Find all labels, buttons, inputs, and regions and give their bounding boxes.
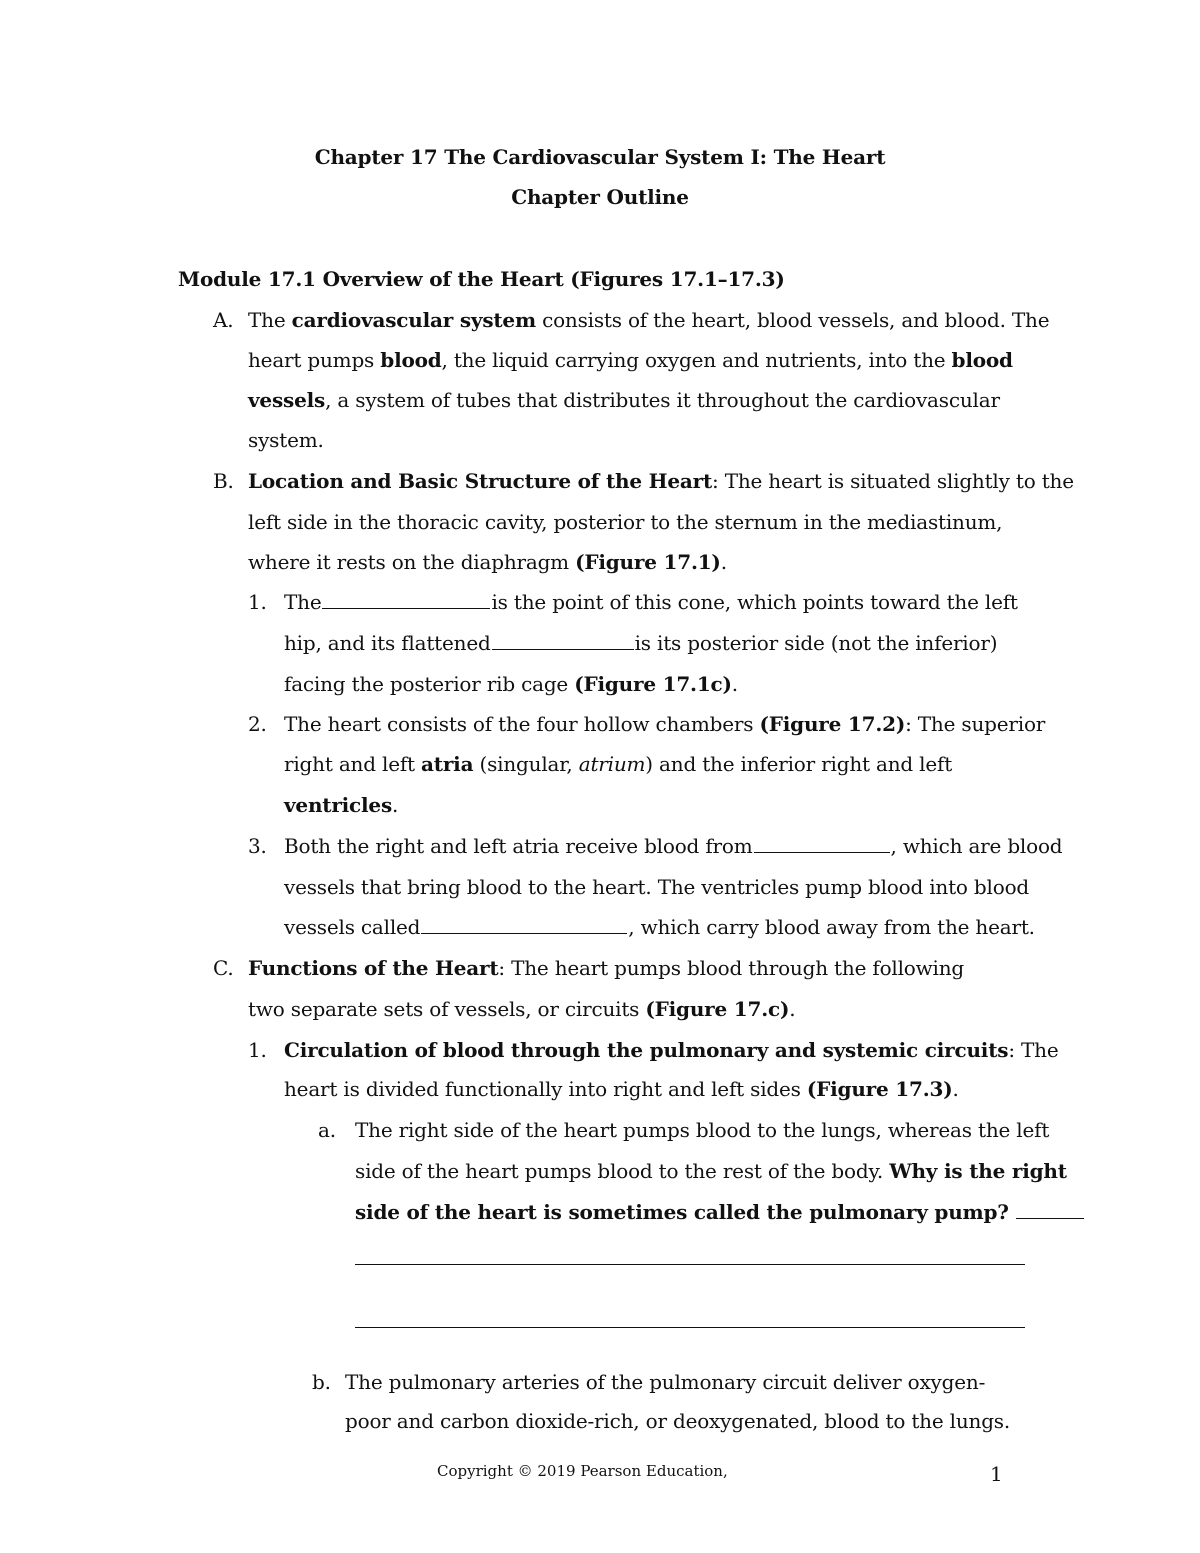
item-c1b-line-1: The pulmonary arteries of the pulmonary circuit deliver oxygen- xyxy=(345,1370,986,1394)
chapter-subtitle: Chapter Outline xyxy=(511,185,689,209)
item-c1a-line-2: side of the heart pumps blood to the rest of the body. Why is the right xyxy=(355,1159,1067,1183)
item-c1-marker: 1. xyxy=(248,1038,267,1062)
chapter-title: Chapter 17 The Cardiovascular System I: The Heart xyxy=(314,145,886,169)
section-c-marker: C. xyxy=(213,956,234,980)
section-a-line-2: heart pumps blood, the liquid carrying oxygen and nutrients, into the blood xyxy=(248,348,1013,372)
item-c1a-line-1: The right side of the heart pumps blood to the lungs, whereas the left xyxy=(355,1118,1050,1142)
item-b2-marker: 2. xyxy=(248,712,267,736)
section-a-line-4: system. xyxy=(248,428,324,452)
fill-in-blank[interactable] xyxy=(322,590,490,609)
item-b2-line-1: The heart consists of the four hollow chambers (Figure 17.2): The superior xyxy=(284,712,1046,736)
answer-line-2[interactable] xyxy=(355,1327,1025,1328)
item-b3-marker: 3. xyxy=(248,834,267,858)
item-b2-line-3: ventricles. xyxy=(284,793,399,817)
answer-blank[interactable] xyxy=(1016,1200,1084,1219)
item-c1a-line-3: side of the heart is sometimes called the pulmonary pump? xyxy=(355,1200,1085,1224)
fill-in-blank[interactable] xyxy=(492,631,634,650)
copyright-footer: Copyright © 2019 Pearson Education, xyxy=(437,1462,728,1480)
section-b-line-2: left side in the thoracic cavity, posterior to the sternum in the mediastinum, xyxy=(248,510,1003,534)
item-b3-line-3: vessels called , which carry blood away from the heart. xyxy=(284,915,1035,939)
section-b-marker: B. xyxy=(213,469,234,493)
section-c-line-2: two separate sets of vessels, or circuits (Figure 17.c). xyxy=(248,997,796,1021)
section-b-line-3: where it rests on the diaphragm (Figure 17.1). xyxy=(248,550,727,574)
item-b3-line-1: Both the right and left atria receive blood from , which are blood xyxy=(284,834,1063,858)
page-number: 1 xyxy=(990,1462,1003,1486)
item-b1-marker: 1. xyxy=(248,590,267,614)
item-c1b-line-2: poor and carbon dioxide-rich, or deoxygenated, blood to the lungs. xyxy=(345,1409,1011,1433)
item-c1-line-1: Circulation of blood through the pulmonary and systemic circuits: The xyxy=(284,1038,1059,1062)
section-b-line-1: Location and Basic Structure of the Heart: The heart is situated slightly to the xyxy=(248,469,1074,493)
item-b3-line-2: vessels that bring blood to the heart. The ventricles pump blood into blood xyxy=(284,875,1030,899)
item-b1-line-3: facing the posterior rib cage (Figure 17.1c). xyxy=(284,672,738,696)
item-b2-line-2: right and left atria (singular, atrium) and the inferior right and left xyxy=(284,752,953,776)
item-b1-line-2: hip, and its flattened is its posterior side (not the inferior) xyxy=(284,631,998,655)
item-c1-line-2: heart is divided functionally into right and left sides (Figure 17.3). xyxy=(284,1077,959,1101)
item-b1-line-1: The is the point of this cone, which points toward the left xyxy=(284,590,1018,614)
section-a-line-1: The cardiovascular system consists of the heart, blood vessels, and blood. The xyxy=(248,308,1050,332)
answer-line-1[interactable] xyxy=(355,1264,1025,1265)
module-heading: Module 17.1 Overview of the Heart (Figures 17.1–17.3) xyxy=(178,267,785,291)
fill-in-blank[interactable] xyxy=(754,834,890,853)
section-a-line-3: vessels, a system of tubes that distributes it throughout the cardiovascular xyxy=(248,388,1000,412)
item-c1b-marker: b. xyxy=(312,1370,331,1394)
item-c1a-marker: a. xyxy=(318,1118,336,1142)
section-a-marker: A. xyxy=(213,308,234,332)
fill-in-blank[interactable] xyxy=(421,915,627,934)
section-c-line-1: Functions of the Heart: The heart pumps blood through the following xyxy=(248,956,965,980)
